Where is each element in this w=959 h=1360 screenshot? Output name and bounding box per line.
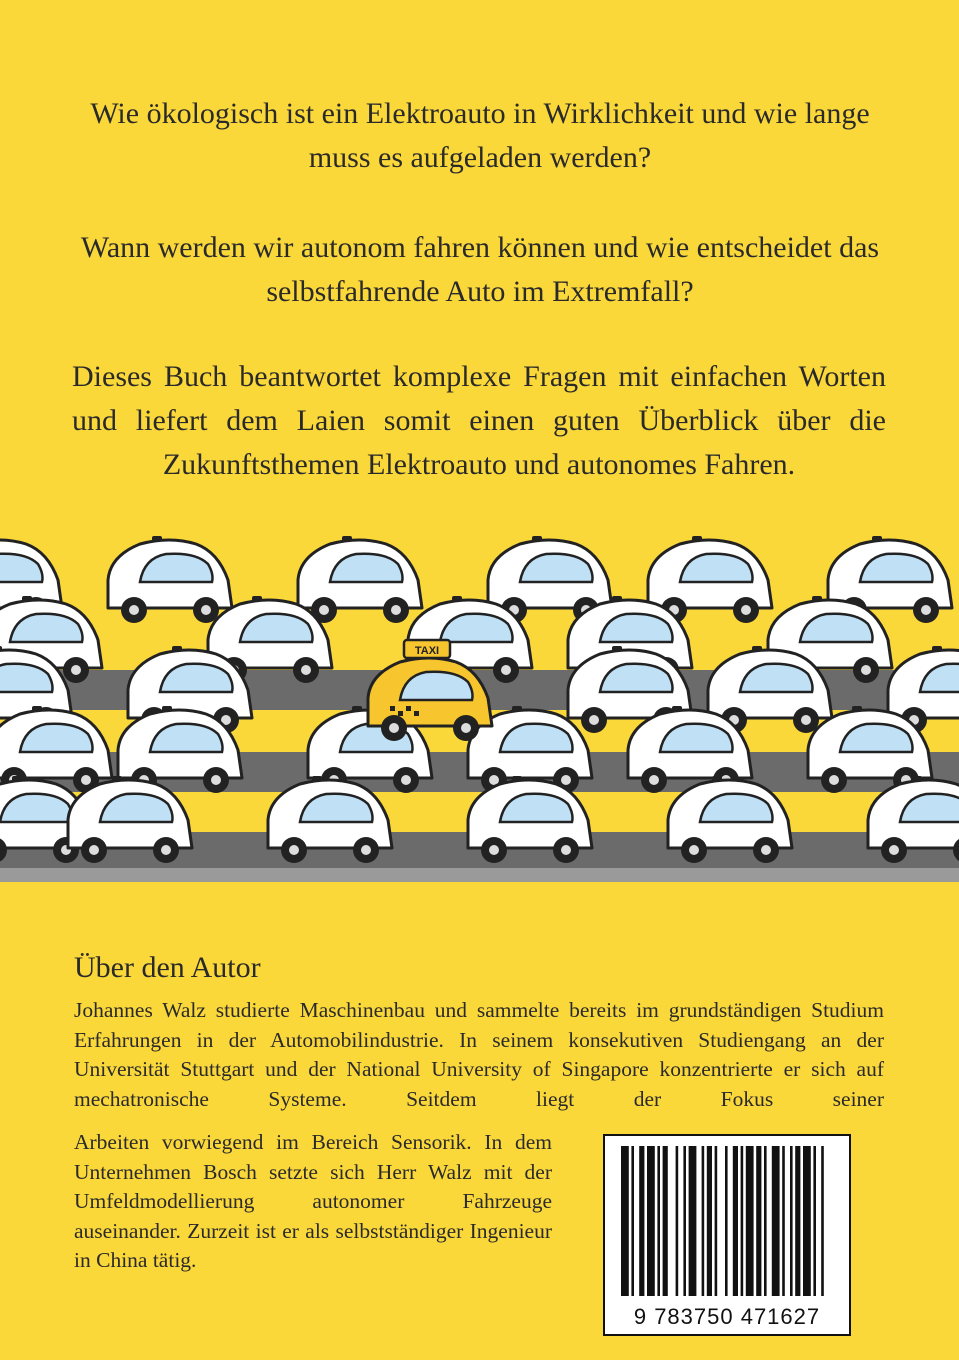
barcode-bar [733,1146,738,1296]
barcode-bar [741,1146,744,1296]
barcode-bar [813,1146,816,1296]
barcode-bar [647,1146,655,1296]
author-bio-part-2: Arbeiten vorwiegend im Bereich Sensorik. In dem Unternehmen Bosch setzte sich Herr Walz mit der Umfeldmodellierung autonomer Fahrzeuge auseinander. Zurzeit ist er als selbstständiger Ingenieur in China tätig. [74,1130,552,1272]
isbn-barcode [603,1134,851,1336]
barcode-bar [707,1146,712,1296]
barcode-bar [772,1146,780,1296]
barcode-bar [683,1146,686,1296]
question-1: Wie ökologisch ist ein Elektroauto in Wirklichkeit und wie lange muss es aufgeladen werden? [90,97,870,174]
question-2: Wann werden wir autonom fahren können und wie entscheidet das selbstfahrende Auto im Extremfall? [80,231,880,308]
barcode-bar [756,1146,761,1296]
barcode-bar [790,1146,793,1296]
barcode-bar [764,1146,767,1296]
book-blurb: Dieses Buch beantwortet komplexe Fragen mit einfachen Worten und liefert dem Laien somit einen guten Überblick über die Zukunftsthemen Elektroauto und autonomes Fahren. [72,360,886,481]
traffic-jam-illustration [0,520,959,900]
taxi-sign: TAXI [414,645,440,657]
barcode-bar [639,1146,644,1296]
barcode-bar [663,1146,668,1296]
barcode-bar [821,1146,824,1296]
barcode-bar [795,1146,800,1296]
barcode-bar [702,1146,705,1296]
barcode-bar [631,1146,634,1296]
robot-car [298,536,422,623]
author-heading: Über den Autor [74,951,261,984]
author-bio-part-1: Johannes Walz studierte Maschinenbau und sammelte bereits im grundständigen Studium Erfahrungen in der Automobilindustrie. In seinem konsekutiven Studiengang an der Universität Stuttgart und der National University of Singapore konzentrierte er sich auf mechatronische Systeme. Seitdem liegt der Fokus seiner [74,998,884,1111]
barcode-bar [782,1146,785,1296]
barcode-bar [689,1146,697,1296]
barcode-bar [676,1146,679,1296]
barcode-bar [803,1146,811,1296]
barcode-bar [725,1146,728,1296]
barcode-bar [657,1146,660,1296]
barcode-bar [715,1146,718,1296]
barcode-bar [621,1146,629,1296]
isbn-number: 9 783750 471627 [633,1304,821,1329]
robot-car [108,536,232,623]
barcode-bar [746,1146,754,1296]
